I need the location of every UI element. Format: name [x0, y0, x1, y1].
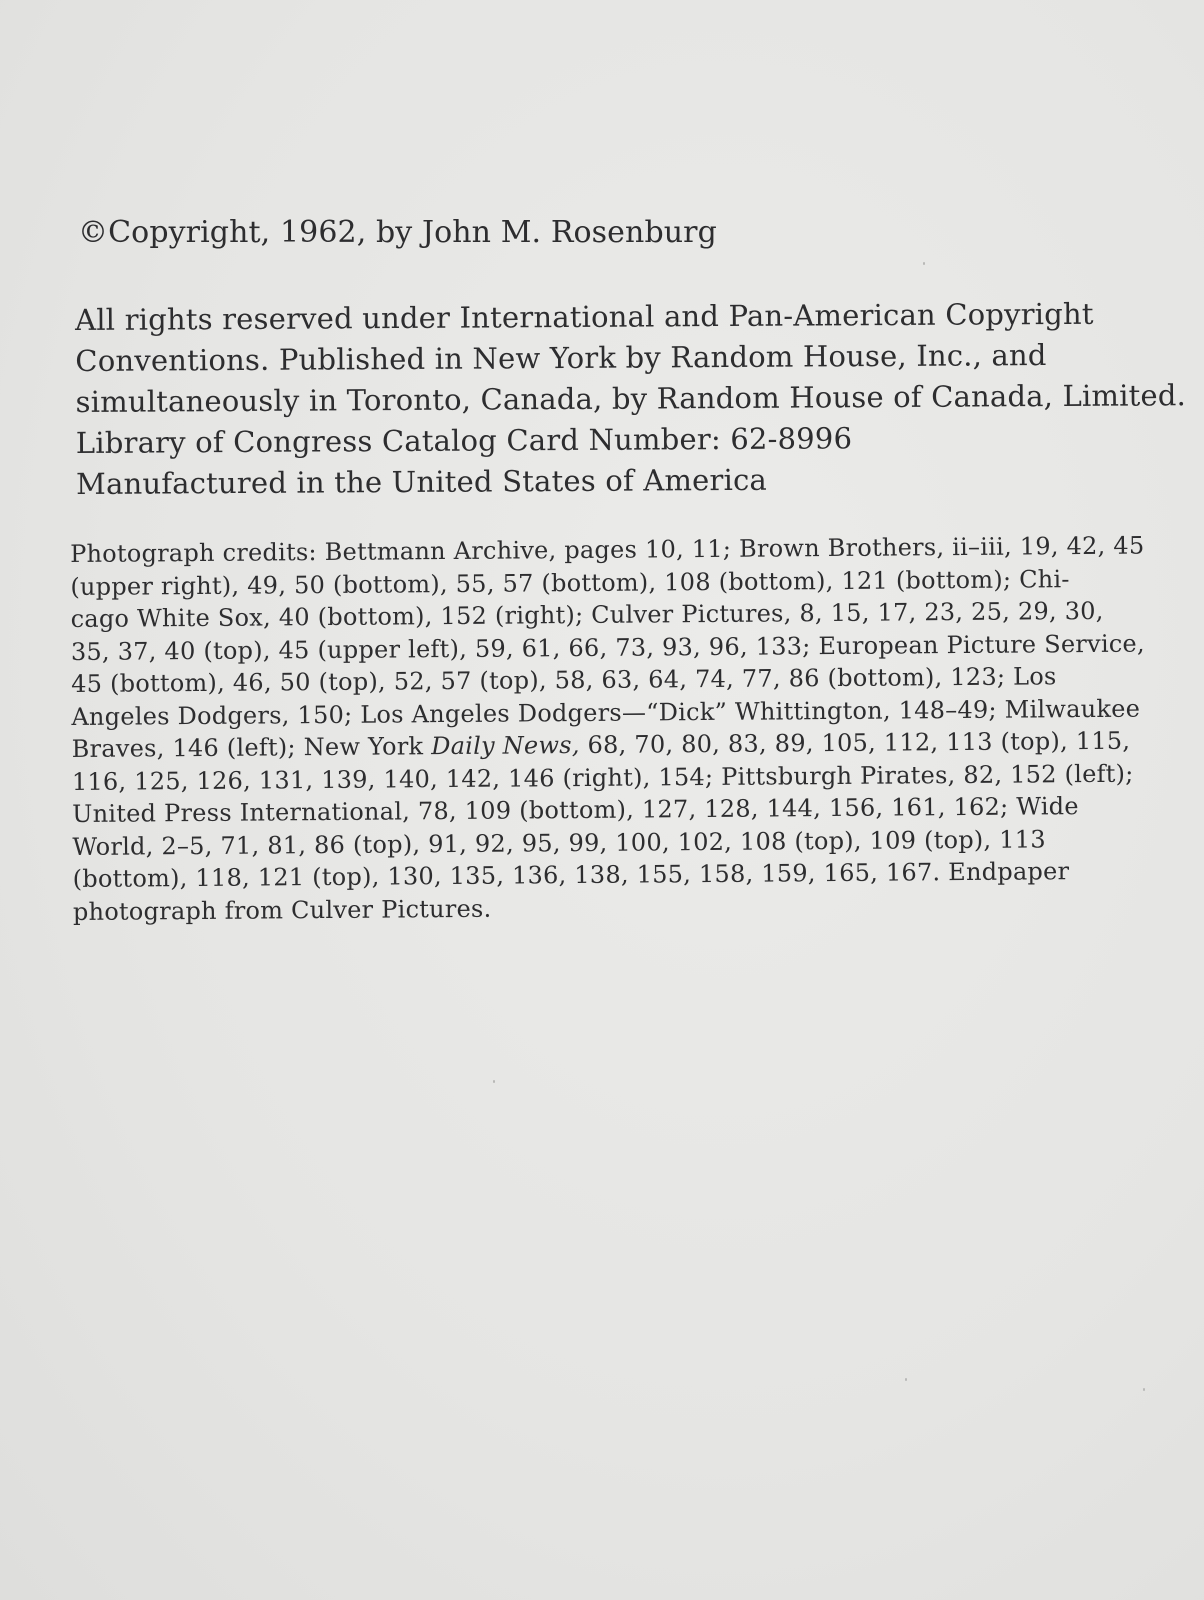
publication-title: Daily News,: [431, 731, 580, 761]
credit-line: photograph from Culver Pictures.: [72, 894, 492, 926]
rights-line: Conventions. Published in New York by Random House, Inc., and: [75, 338, 1047, 378]
catalog-number-line: Library of Congress Catalog Card Number: 62-8996: [75, 421, 853, 460]
paper-speck: [905, 1378, 907, 1381]
credit-line: 35, 37, 40 (top), 45 (upper left), 59, 61, 66, 73, 93, 96, 133; European Picture Service,: [70, 629, 1145, 666]
credit-line: (bottom), 118, 121 (top), 130, 135, 136, 138, 155, 158, 159, 165, 167. Endpaper: [72, 857, 1070, 893]
paper-speck: [923, 262, 925, 265]
credit-line: (upper right), 49, 50 (bottom), 55, 57 (bottom), 108 (bottom), 121 (bottom); Chi-: [70, 564, 1070, 601]
credit-text: Braves, 146 (left); New York: [71, 732, 432, 763]
copyright-notice: ©Copyright, 1962, by John M. Rosenburg: [78, 215, 717, 250]
paper-speck: [1143, 1388, 1145, 1391]
manufactured-line: Manufactured in the United States of America: [76, 462, 768, 501]
credit-line: cago White Sox, 40 (bottom), 152 (right); Culver Pictures, 8, 15, 17, 23, 25, 29, 30,: [70, 596, 1104, 633]
credit-text: 68, 70, 80, 83, 89, 105, 112, 113 (top), 115,: [579, 726, 1131, 760]
credit-line: 45 (bottom), 46, 50 (top), 52, 57 (top), 58, 63, 64, 74, 77, 86 (bottom), 123; Los: [71, 662, 1057, 698]
credit-line: United Press International, 78, 109 (bottom), 127, 128, 144, 156, 161, 162; Wide: [72, 792, 1079, 828]
paper-speck: [493, 1080, 495, 1083]
rights-line: All rights reserved under International and Pan-American Copyright: [75, 296, 1094, 337]
credit-line: Angeles Dodgers, 150; Los Angeles Dodgers—“Dick” Whittington, 148–49; Milwaukee: [71, 694, 1141, 731]
rights-paragraph: [75, 293, 1204, 505]
credit-line: 116, 125, 126, 131, 139, 140, 142, 146 (right), 154; Pittsburgh Pirates, 82, 152 (left);: [71, 759, 1134, 796]
rights-line: simultaneously in Toronto, Canada, by Random House of Canada, Limited.: [75, 378, 1187, 419]
credit-line: World, 2–5, 71, 81, 86 (top), 91, 92, 95, 99, 100, 102, 108 (top), 109 (top), 113: [72, 824, 1046, 861]
credit-line: Photograph credits: Bettmann Archive, pages 10, 11; Brown Brothers, ii–iii, 19, 42, 45: [70, 531, 1145, 568]
photograph-credits: [70, 528, 1204, 928]
